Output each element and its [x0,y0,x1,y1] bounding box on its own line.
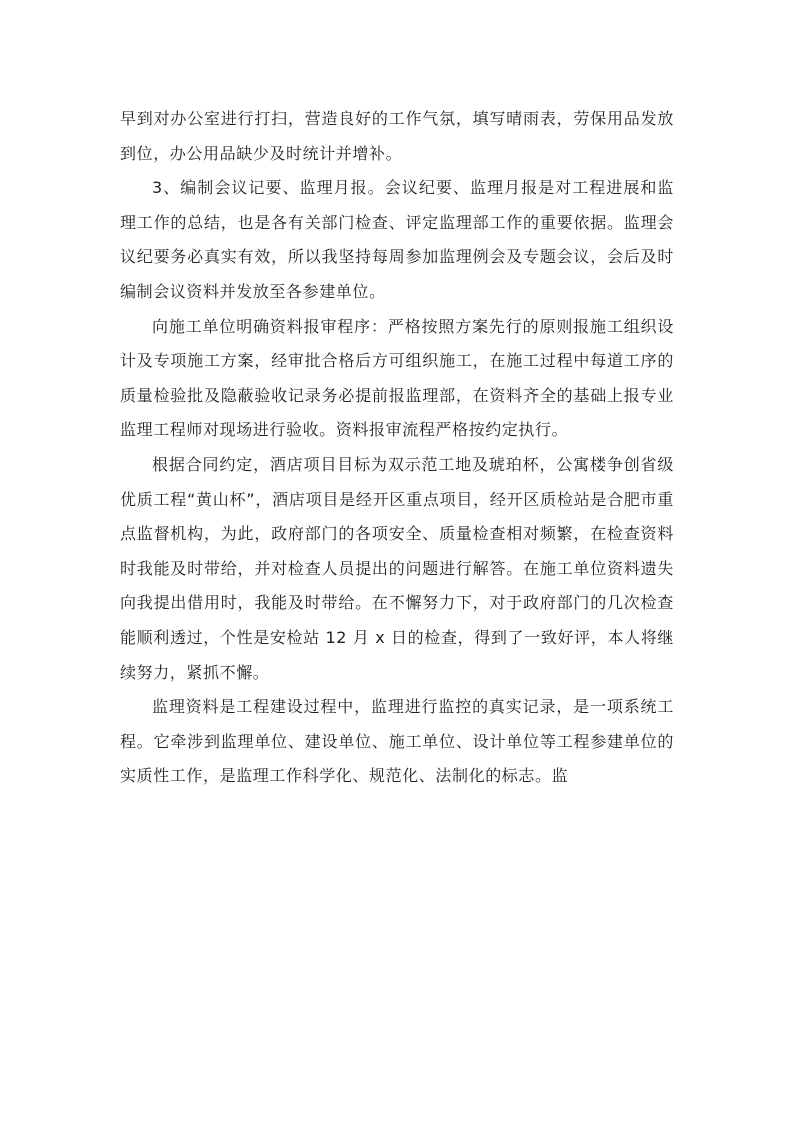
paragraph-5: 监理资料是工程建设过程中，监理进行监控的真实记录，是一项系统工程。它牵涉到监理单位、建设单位、施工单位、设计单位等工程参建单位的实质性工作，是监理工作科学化、规范化、法制化的标志。监 [120,697,674,786]
paragraph-1: 早到对办公室进行打扫，营造良好的工作气氛，填写晴雨表，劳保用品发放到位，办公用品缺少及时统计并增补。 [120,109,674,163]
paragraph-3: 向施工单位明确资料报审程序：严格按照方案先行的原则报施工组织设计及专项施工方案，经审批合格后方可组织施工，在施工过程中每道工序的质量检验批及隐蔽验收记录务必提前报监理部，在资料齐全的基础上报专业监理工程师对现场进行验收。资料报审流程严格按约定执行。 [120,316,674,440]
document-body [120,102,674,794]
paragraph-4: 根据合同约定，酒店项目目标为双示范工地及琥珀杯，公寓楼争创省级优质工程“黄山杯”，酒店项目是经开区重点项目，经开区质检站是合肥市重点监督机构，为此，政府部门的各项安全、质量检查相对频繁，在检查资料时我能及时带给，并对检查人员提出的问题进行解答。在施工单位资料遗失向我提出借用时，我能及时带给。在不懈努力下，对于政府部门的几次检查能顺利透过，个性是安检站 12 月 x 日的检查，得到了一致好评，本人将继续努力，紧抓不懈。 [120,454,674,682]
paragraph-2: 3、编制会议记要、监理月报。会议纪要、监理月报是对工程进展和监理工作的总结，也是各有关部门检查、评定监理部工作的重要依据。监理会议纪要务必真实有效，所以我坚持每周参加监理例会及专题会议，会后及时编制会议资料并发放至各参建单位。 [120,178,674,301]
